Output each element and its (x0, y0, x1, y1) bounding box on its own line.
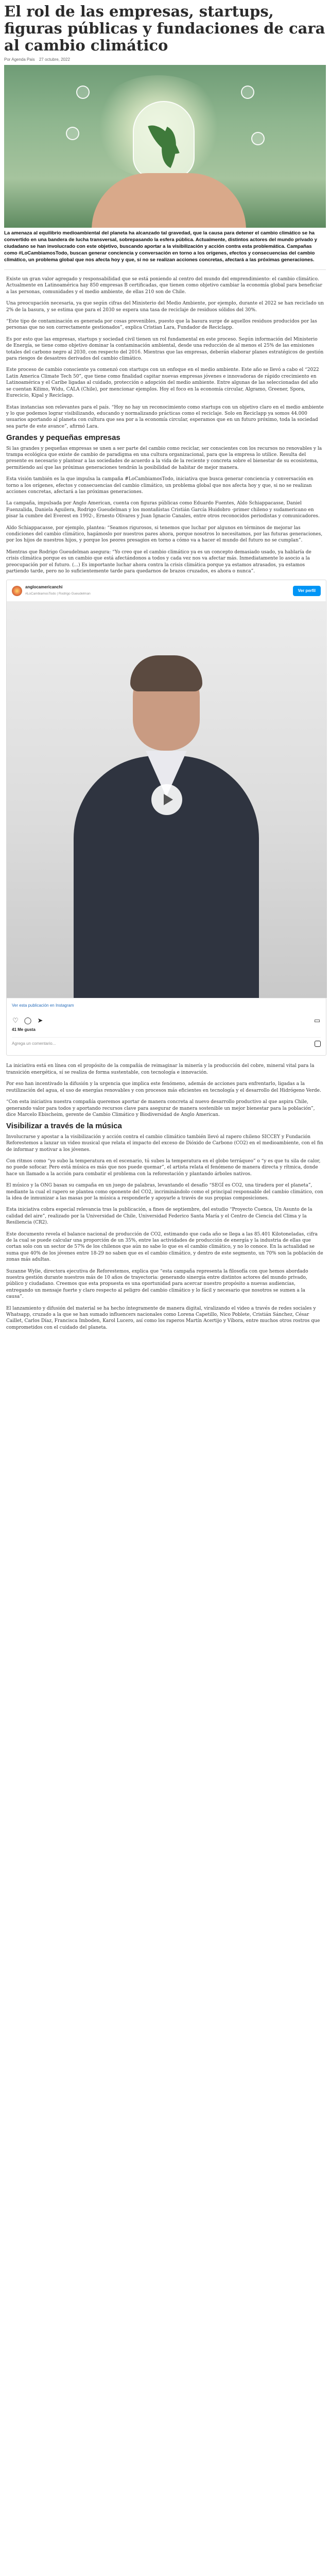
play-icon (164, 794, 173, 805)
hero-image (4, 65, 326, 228)
paragraph-group-c (6, 1063, 324, 1118)
likes-count: 41 Me gusta (12, 1027, 36, 1032)
share-icon[interactable]: ➤ (37, 1016, 43, 1025)
paragraph: Una preocupación necesaria, ya que según cifras del Ministerio del Medio Ambiente, por ejemplo, durante el 2022 se han reciclado un 2% de la basura, y se estima que para el 2030 se espera una tasa de reciclaje de residuos sólidos del 30%. (6, 301, 324, 313)
paragraph: Estas instancias son relevantes para el país. “Hoy no hay un reconocimiento como startups con un objetivo claro en el medio ambiente y lo que podemos lograr visibilizando, educando y normalizando prácticas como el reciclaje. Solo en Reciclapp ya somos 44.000 usuarios aportando al planeta con cultura que sea por a la economía circular, esperamos que en un futuro próximo, toda la sociedad sea parte de este avance”, afirmó Lara. (6, 404, 324, 429)
comment-icon[interactable]: ◯ (24, 1016, 32, 1025)
instagram-icon (315, 1041, 321, 1047)
paragraph: El lanzamiento y difusión del material se ha hecho íntegramente de manera digital, viralizando el video a través de redes sociales y Whatsapp, cruzado a la que se han sumado influencers nacionales como Lorena Capetillo, Nico Poblete, Cristián Sánchez, César Caillet, Carlos Díaz, Francisca Imboden, Karol Lucero, así como los raperos Martín Acertijo y Víbora, entre muchos otros rostros que comprometidos con el cuidado del planeta. (6, 1306, 320, 1330)
comment-input[interactable] (12, 1037, 321, 1050)
paragraph: “Con esta iniciativa nuestra compañía queremos aportar de manera concreta al nuevo desarrollo productivo al que aspira Chile, generando valor para todos y aportando recursos clave para asegurar de manera sostenible un mejor bienestar para la población”, dice Marcelo Ebischeim, gerente de Cambio Climático y Biodiversidad de Anglo American. (6, 1099, 315, 1117)
play-button[interactable] (151, 784, 182, 815)
paragraph: La iniciativa está en línea con el propósito de la compañía de reimaginar la minería y la producción del cobre, mineral vital para la transición energética, sí se realiza de forma sustentable, con tecnología e innovación. (6, 1063, 315, 1075)
avatar[interactable] (12, 586, 22, 596)
article-title: El rol de las empresas, startups, figuras públicas y fundaciones de cara al cambio climático (4, 3, 325, 54)
divider (4, 269, 326, 270)
paragraph: Esta iniciativa cobra especial relevancia tras la publicación, a fines de septiembre, del estudio “Proyecto Cuenca, Un Asunto de la calidad del aire”, realizado por la Universidad de Chile, Universidad Federico Santa María y el Centro de Ciencia del Clima y la Resiliencia (CR2). (6, 1207, 312, 1226)
paragraph: “Este tipo de contaminación es generada por cosas prevenibles, puesto que la basura surge de aquellos residuos producidos por las personas que no son correctamente gestionados”, explica Cristian Lara, Fundador de Reciclapp. (6, 319, 317, 331)
article-lead: La amenaza al equilibrio medioambiental del planeta ha alcanzado tal gravedad, que la causa para detener el cambio climático se ha convertido en una bandera de lucha transversal, sobrepasando la esfera pública. Actualmente, distintos actores del mundo privado y ciudadano se han involucrado con este objetivo, buscando aportar a la visibilización y acción contra esta problemática. Campañas como #LoCambiamosTodo, buscan generar conciencia y conversación en torno a los orígenes, efectos y consecuencias del cambio climático, un problema global que nos afecta hoy y que, si no se realizan acciones concretas, afectará a las próximas generaciones. (4, 230, 317, 263)
paragraph-group-d (6, 1134, 324, 1331)
eco-icon (241, 86, 254, 99)
video-player[interactable] (7, 601, 327, 998)
paragraph: La campaña, impulsada por Anglo American, cuenta con figuras públicas como Eduardo Fuentes, Aldo Schiappacasse, Daniel Fuenzalida, Daniela Aguilera, Rodrigo Gueudelman y los montañistas Cristián García Huidobro -primer chileno y sudamericano en pisar la cumbre del Everest en 1992-, Ernesto Olivares y Juan Ignacio Canales, entre otros reconocidos periodistas y comunicadores. (6, 501, 320, 519)
person-hair (130, 655, 202, 691)
view-on-instagram-link[interactable]: Ver esta publicación en Instagram (7, 998, 326, 1013)
eco-icon (251, 132, 265, 145)
embed-subtitle: #LoCambiamosTodo | Rodrigo Gueudelman (25, 591, 91, 596)
byline (4, 57, 326, 62)
view-profile-button[interactable]: Ver perfil (293, 586, 321, 596)
instagram-embed (6, 580, 326, 1056)
article-body (6, 276, 324, 1331)
paragraph: Este proceso de cambio consciente ya comenzó con startups con un enfoque en el medio ambiente. Este año se llevó a cabo el “2022 Latin America Climate Tech 50”, que tiene como finalidad capitar nuevas empresas jóvenes e innovadoras de rápido crecimiento en Latinoamérica y el Caribe ligadas al cuidado, protección o adopción del medio ambiente. Entre algunas de las seleccionadas del año se cuentan Kilimo, Widu, CALA (Chile), por mencionar ejemplos. Hoy el foco en la economía circular, Algramo, Greener, Spora, Eurecicio, Kipal y Reciclapp. (6, 367, 319, 399)
paragraph: El músico y la ONG basan su campaña en un juego de palabras, levantando el desafío “SEGÍ es CO2, una tiradera por el planeta”, mediante la cual el rapero se plantea como oponente del CO2, incriminándolo como el principal responsable del cambio climático, con la idea de inmunizar a las masas por la música a responderle y apoyarle a través de sus propias composiciones. (6, 1183, 323, 1201)
embed-actions (7, 1013, 326, 1026)
paragraph: Existe un gran valor agregado y responsabilidad que se está poniendo al centro del mundo del emprendimiento: el cambio climático. Actualmente en Latinoamérica hay 850 empresas B certificadas, que tienen como objetivo cambiar la economía global para beneficiar a las personas, comunidades y el medio ambiente, de ellas 210 son de Chile. (6, 277, 322, 295)
embed-user-info (25, 584, 91, 597)
paragraph: Esta visión también es la que impulsa la campaña #LoCambiamosTodo, iniciativa que busca generar conciencia y conversación en torno a los orígenes, efectos y consecuencias del cambio climático, un problema global que nos afecta hoy y que, si no se realizan acciones concretas, afectará a las próximas generaciones. (6, 477, 314, 495)
paragraph: Suzanne Wylie, directora ejecutiva de Reforestemos, explica que “esta campaña representa la filosofía con que hemos abordado nuestra gestión durante nuestros más de 10 años de trayectoria: generando sinergia entre distintos actores del mundo privado, público y ciudadano. Creemos que esta propuesta es una oportunidad para acercar nuestro propósito a nuevas audiencias, entregando un mensaje fuerte y claro respecto al peligro del cambio climático y lo fácil y necesario que nosotros se sumen a la causa”. (6, 1268, 308, 1300)
section-heading: Grandes y pequeñas empresas (6, 433, 120, 443)
article-header (0, 0, 330, 62)
embed-username[interactable]: anglocamericanchi (25, 585, 63, 590)
author[interactable]: Por Agenda Pais (4, 57, 35, 62)
date: 27 octubre, 2022 (39, 57, 70, 62)
paragraph: Este documento revela el balance nacional de producción de CO2, estimando que cada año se llega a las 85.401 Kilotoneladas, cifra de la cual se puede calcular una proporción de un 35%, entre las actividades de producción de energía y la industria de ellas que cortan solo con un sector de 57% de los chilenos que aún no sabe lo que es el cambio climático, y no lo conoce. En la actualidad se suma que 40% de los jóvenes entre 18-29 no saben que es el cambio climático, y dentro de este segmento, un 70% son la población de zonas más adultas. (6, 1231, 323, 1263)
bookmark-icon[interactable]: ▭ (314, 1016, 321, 1025)
paragraph: Mientras que Rodrigo Gueudelman asegura: “Yo creo que el cambio climático ya es un concepto demasiado usado, ya hablaría de crisis climática porque es un cambio que está afectándonos a todos y cada vez nos va afectar más. Inmediatamente lo asocio a la preocupación por el futuro. (...) Es importante luchar ahora contra la crisis climática porque ya estamos atrasados, ya estamos partiendo tarde, pero no lo suficientemente tarde para quedarnos de brazos cruzados, es ahora o nunca”. (6, 549, 311, 574)
paragraph: Involucrarse y apostar a la visibilización y acción contra el cambio climático también llevó al rapero chileno SICCEY y Fundación Reforestemos a lanzar un video musical que relata el impacto del exceso de Dióxido de Carbono (CO2) en el medioambiente, con el fin de informar y motivar a los jóvenes. (6, 1134, 323, 1153)
paragraph: Con ritmos como “yo subo la temperatura en el escenario, tú subes la temperatura en el globo terráqueo” o “y es que tu sila de calor, no puede sofocar. Pero está música es más que nos puede quemar”, el artista relata el fenómeno de manera directa y rítmica, donde hace un llamado a la acción para combatir el problema con la reforestación y plantando árboles nativos. (6, 1158, 321, 1177)
embed-header (7, 580, 326, 601)
section-heading: Visibilizar a través de la música (6, 1122, 122, 1131)
paragraph: Es por esto que las empresas, startups y sociedad civil tienen un rol fundamental en este proceso. Según información del Ministerio de Energía, se tiene como objetivo dominar la contaminación ambiental, desde una reducción de al menos el 25% de las emisiones totales del carbono negro al 2030, con respecto del 2016. Mientras que las empresas, deberán elaborar planes estratégicos de gestión para riesgos de desastres derivados del cambio climático. (6, 336, 324, 362)
paragraph: Por eso han incentivado la difusión y la urgencia que implica este fenómeno, además de acciones para enfrentarlo, ligadas a la reutilización del agua, el uso de energías renovables y con procesos más eficientes en tecnología y el desarrollo del Hidrógeno Verde. (6, 1081, 321, 1093)
heart-icon[interactable]: ♡ (12, 1016, 19, 1025)
paragraph-group-a (6, 276, 324, 430)
comment-placeholder: Agrega un comentario... (12, 1041, 56, 1046)
paragraph-group-b (6, 446, 324, 575)
eco-icon (76, 86, 90, 99)
paragraph: Si las grandes y pequeñas empresas se unen a ser parte del cambio como reciclar, ser conscientes con los recursos no renovables y la trampa ecológica que existe de cambio de paradigma en una cultura organizacional, para que la empresa lo utilice. Resulta del presente es necesario y plantear a las sociedades de acuerdo a la vida de la reciente y concreta sobre el bienestar de su ecosistema, permitiendo así que las próximas generaciones tendrán la posibilidad de habitar de mejor manera. (6, 446, 322, 470)
paragraph: Aldo Schiappacasse, por ejemplo, plantea: “Seamos rigurosos, si tenemos que luchar por algunos en términos de mejorar las condiciones del cambio climático, hagámoslo por nuestros pares ahora, porque nosotros lo necesitamos, por las futuras generaciones, por los hijos de nuestros hijos, y porque los peores presagios en torno a cómo va a hacer el mundo del futuro no se cumplan”. (6, 525, 323, 544)
eco-icon (66, 127, 79, 140)
hand-illustration (92, 173, 246, 228)
